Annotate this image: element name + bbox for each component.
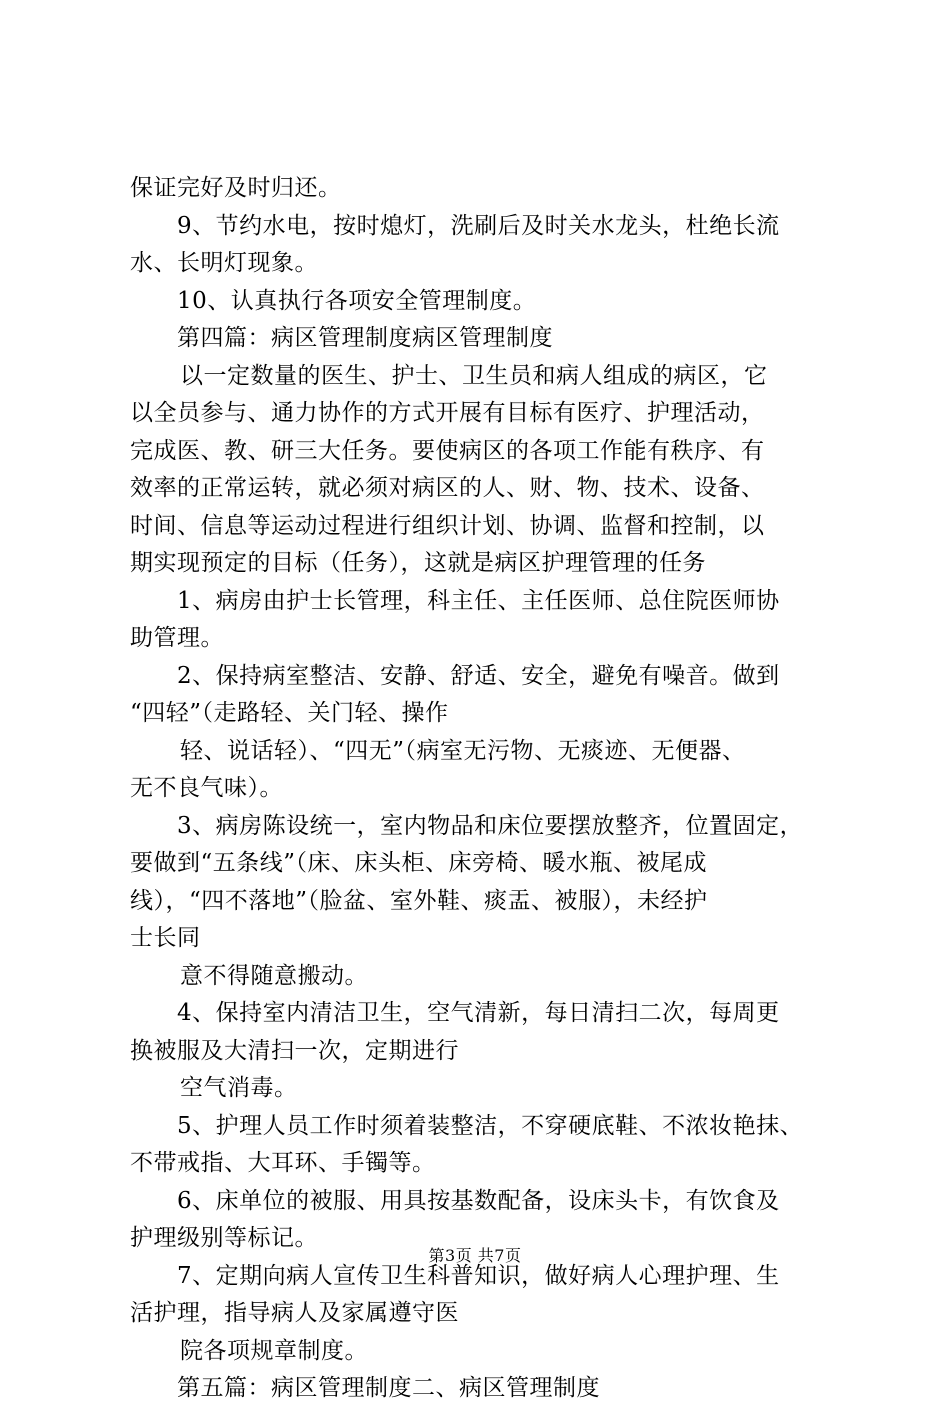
page-footer: 第3页 共7页: [428, 1246, 522, 1265]
text-line: 要做到“五条线”（床、床头柜、床旁椅、暖水瓶、被尾成: [130, 850, 708, 876]
text-line: 以一定数量的医生、护士、卫生员和病人组成的病区，它: [180, 362, 768, 389]
text-line: 意不得随意搬动。: [180, 962, 368, 989]
text-line: 2、保持病室整洁、安静、舒适、安全，避免有噪音。做到: [177, 662, 780, 689]
text-line: 线），“四不落地”（脸盆、室外鞋、痰盂、被服），未经护: [130, 887, 708, 914]
text-line: 6、床单位的被服、用具按基数配备，设床头卡，有饮食及: [177, 1187, 780, 1214]
text-line: 活护理，指导病人及家属遵守医: [130, 1300, 459, 1326]
text-line: 无不良气味）。: [130, 775, 283, 801]
text-line: 10、认真执行各项安全管理制度。: [177, 287, 537, 314]
text-line: 完成医、教、研三大任务。要使病区的各项工作能有秩序、有: [130, 437, 765, 464]
text-line: 3、病房陈设统一，室内物品和床位要摆放整齐，位置固定，: [177, 812, 804, 839]
text-line: 轻、说话轻）、“四无”（病室无污物、无痰迹、无便器、: [180, 737, 746, 764]
section-heading: 第五篇：病区管理制度二、病区管理制度: [177, 1375, 600, 1401]
text-line: 时间、信息等运动过程进行组织计划、协调、监督和控制，以: [130, 512, 765, 539]
text-line: 5、护理人员工作时须着装整洁，不穿硬底鞋、不浓妆艳抹、: [177, 1112, 804, 1139]
text-line: 7、定期向病人宣传卫生科普知识，做好病人心理护理、生: [177, 1262, 780, 1289]
text-line: 空气消毒。: [180, 1075, 298, 1101]
text-line: 助管理。: [130, 625, 224, 651]
text-line: 院各项规章制度。: [180, 1337, 368, 1364]
text-line: 效率的正常运转，就必须对病区的人、财、物、技术、设备、: [130, 475, 765, 501]
text-line: 换被服及大清扫一次，定期进行: [130, 1037, 459, 1064]
text-line: 4、保持室内清洁卫生，空气清新，每日清扫二次，每周更: [177, 1000, 780, 1026]
text-line: 护理级别等标记。: [130, 1225, 318, 1251]
text-line: “四轻”（走路轻、关门轻、操作: [130, 700, 449, 726]
document-body: [130, 170, 850, 1408]
text-line: 期实现预定的目标（任务），这就是病区护理管理的任务: [130, 550, 706, 576]
text-line: 以全员参与、通力协作的方式开展有目标有医疗、护理活动，: [130, 400, 765, 426]
text-line: 水、长明灯现象。: [130, 250, 318, 276]
section-heading: 第四篇：病区管理制度病区管理制度: [177, 325, 553, 351]
text-line: 保证完好及时归还。: [130, 175, 342, 201]
text-line: 士长同: [130, 925, 201, 951]
text-line: 1、病房由护士长管理，科主任、主任医师、总住院医师协: [177, 587, 780, 614]
text-line: 9、节约水电，按时熄灯，洗刷后及时关水龙头，杜绝长流: [177, 212, 780, 239]
text-line: 不带戒指、大耳环、手镯等。: [130, 1150, 436, 1176]
